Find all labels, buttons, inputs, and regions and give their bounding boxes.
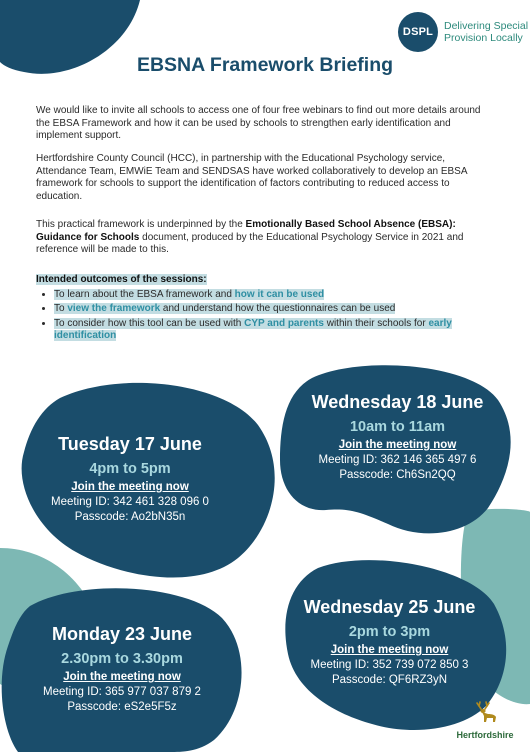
page-title: EBSNA Framework Briefing: [136, 54, 394, 76]
outcome-text: To: [54, 303, 68, 315]
meeting-id: Meeting ID: 365 977 037 879 2: [43, 686, 201, 698]
partnership-paragraph: Hertfordshire County Council (HCC), in partnership with the Educational Psychology service, Attendance Team, EMWiE Team and SENDSAS have worked collaboratively to develop an EBSA framework for schools to support the identification of factors contributing to reduced access to education.: [36, 153, 467, 202]
session-day: Wednesday 18 June: [311, 392, 484, 412]
dspl-logo: [398, 12, 528, 52]
dspl-logo-line2: Provision Locally: [444, 32, 523, 44]
outcomes-section: [36, 274, 500, 345]
session-time: 4pm to 5pm: [89, 461, 171, 477]
session-wednesday-25: [287, 597, 492, 686]
meeting-id: Meeting ID: 352 739 072 850 3: [310, 659, 469, 671]
session-time: 2.30pm to 3.30pm: [61, 651, 183, 667]
passcode: Passcode: QF6RZ3yN: [331, 674, 448, 686]
session-monday: [27, 624, 217, 713]
outcome-text: To consider how this tool can be used with: [54, 317, 245, 329]
dspl-logo-circle: DSPL: [398, 12, 438, 52]
outcome-text: To learn about the EBSA framework and: [54, 288, 235, 300]
dspl-logo-text: [444, 20, 528, 45]
passcode: Passcode: eS2e5F5z: [67, 701, 177, 713]
passcode: Passcode: Ch6Sn2QQ: [339, 469, 456, 481]
meeting-id: Meeting ID: 342 461 328 096 0: [51, 496, 209, 508]
outcomes-list: [36, 289, 500, 343]
outcomes-heading: Intended outcomes of the sessions:: [36, 274, 207, 285]
guidance-document-title: Emotionally Based School Absence (EBSA): Guidance for Schools: [36, 219, 456, 243]
passcode: Passcode: Ao2bN35n: [74, 511, 186, 523]
meeting-id: Meeting ID: 362 146 365 497 6: [318, 454, 477, 466]
framework-paragraph-end: document, produced by the Educational Psychology Service in 2021 and reference will be made to this.: [36, 231, 464, 256]
intro-paragraph: We would like to invite all schools to access one of four free webinars to find out more details around the EBSA Framework and how it can be used by schools to strengthen early identification and implement support.: [36, 105, 481, 142]
outcome-highlight: CYP and parents: [244, 317, 324, 329]
outcome-item: [54, 289, 500, 302]
session-wednesday-18: [295, 392, 500, 481]
join-meeting-link[interactable]: Join the meeting now: [330, 644, 449, 656]
session-day: Wednesday 25 June: [303, 597, 476, 617]
outcome-highlight: how it can be used: [234, 288, 325, 300]
hart-deer-icon: [470, 700, 500, 724]
session-day: Tuesday 17 June: [58, 434, 202, 454]
outcome-highlight: view the framework: [67, 303, 161, 315]
join-meeting-link[interactable]: Join the meeting now: [338, 439, 457, 451]
outcome-text: within their schools for: [323, 317, 429, 329]
outcome-item: [54, 318, 500, 343]
hertfordshire-logo: [450, 700, 520, 740]
outcome-text: and understand how the questionnaires can be used: [160, 303, 396, 315]
session-tuesday: [30, 434, 230, 523]
session-time: 2pm to 3pm: [348, 624, 431, 640]
outcome-item: [54, 303, 500, 316]
session-day: Monday 23 June: [51, 624, 193, 644]
framework-paragraph: [36, 219, 494, 257]
join-meeting-link[interactable]: Join the meeting now: [71, 481, 189, 493]
hertfordshire-logo-text: Hertfordshire: [456, 730, 514, 740]
outcome-highlight: early identification: [54, 317, 452, 342]
join-meeting-link[interactable]: Join the meeting now: [63, 671, 181, 683]
framework-paragraph-start: This practical framework is underpinned by the: [36, 219, 246, 230]
dspl-logo-line1: Delivering Special: [444, 19, 529, 32]
session-time: 10am to 11am: [349, 419, 446, 435]
